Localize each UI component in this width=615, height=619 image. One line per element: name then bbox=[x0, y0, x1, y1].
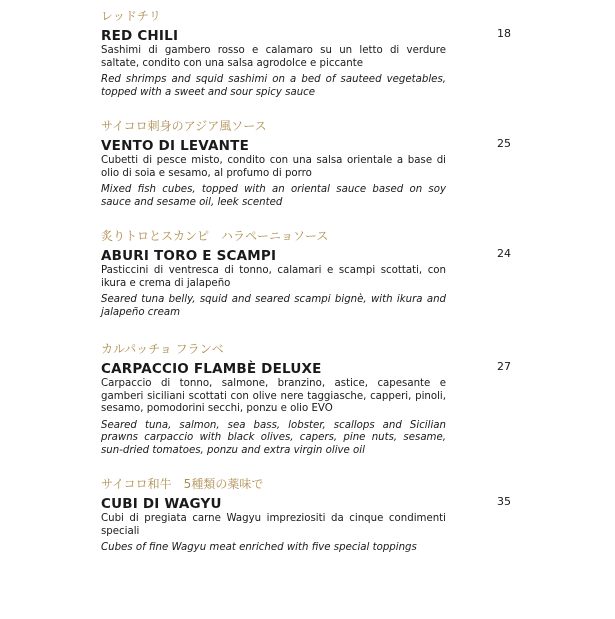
item-price: 18 bbox=[497, 27, 511, 40]
item-description-english: Cubes of fine Wagyu meat enriched with five special toppings bbox=[101, 542, 417, 553]
item-description-english: Seared tuna belly, squid and seared scampi bignè, with ikura and jalapeño cream bbox=[101, 294, 446, 318]
item-price: 27 bbox=[497, 360, 511, 373]
item-title-row bbox=[101, 358, 511, 376]
menu-item-aburi-toro-e-scampi bbox=[101, 228, 511, 319]
item-title-row bbox=[101, 135, 511, 153]
item-title-row bbox=[101, 245, 511, 263]
item-japanese-name: サイコロ刺身のアジア風ソース bbox=[101, 119, 267, 133]
item-description-italian: Carpaccio di tonno, salmone, branzino, astice, capesante e gamberi siciliani scottati con olive nere taggiasche, capperi, pinoli, sesamo, pomodorini secchi, ponzu e olio EVO bbox=[101, 378, 446, 414]
item-price: 24 bbox=[497, 247, 511, 260]
item-description-english: Seared tuna, salmon, sea bass, lobster, scallops and Sicilian prawns carpaccio with black olives, capers, pine nuts, sesame, sun-dried tomatoes, ponzu and extra virgin olive oil bbox=[101, 419, 446, 456]
item-title-row bbox=[101, 493, 511, 511]
item-name: VENTO DI LEVANTE bbox=[101, 138, 250, 154]
item-name: CUBI DI WAGYU bbox=[101, 496, 222, 512]
item-description-italian: Cubetti di pesce misto, condito con una salsa orientale a base di olio di soia e sesamo, al profumo di porro bbox=[101, 155, 446, 179]
menu-item-cubi-di-wagyu bbox=[101, 476, 511, 555]
menu-item-red-chili bbox=[101, 8, 511, 99]
menu-item-vento-di-levante bbox=[101, 118, 511, 209]
item-name: CARPACCIO FLAMBÈ DELUXE bbox=[101, 361, 322, 377]
item-japanese-name: 炙りトロとスカンピ ハラペーニョソース bbox=[101, 229, 329, 243]
item-description-italian: Sashimi di gambero rosso e calamaro su un letto di verdure saltate, condito con una salsa agrodolce e piccante bbox=[101, 45, 446, 69]
item-japanese-name: サイコロ和牛 5種類の薬味で bbox=[101, 477, 264, 491]
item-japanese-name: カルパッチョ フランベ bbox=[101, 342, 224, 356]
item-price: 25 bbox=[497, 137, 511, 150]
item-japanese-name: レッドチリ bbox=[101, 9, 161, 23]
item-price: 35 bbox=[497, 495, 511, 508]
menu-item-carpaccio-flambe-deluxe bbox=[101, 341, 511, 457]
item-description-english: Red shrimps and squid sashimi on a bed of sauteed vegetables, topped with a sweet and sour spicy sauce bbox=[101, 74, 446, 98]
item-title-row bbox=[101, 25, 511, 43]
item-name: RED CHILI bbox=[101, 28, 179, 44]
item-description-italian: Pasticcini di ventresca di tonno, calamari e scampi scottati, con ikura e crema di jalapeño bbox=[101, 265, 446, 289]
item-description-english: Mixed fish cubes, topped with an oriental sauce based on soy sauce and sesame oil, leek scented bbox=[101, 184, 446, 208]
item-description-italian: Cubi di pregiata carne Wagyu impreziositi da cinque condimenti speciali bbox=[101, 513, 446, 537]
item-name: ABURI TORO E SCAMPI bbox=[101, 248, 277, 264]
